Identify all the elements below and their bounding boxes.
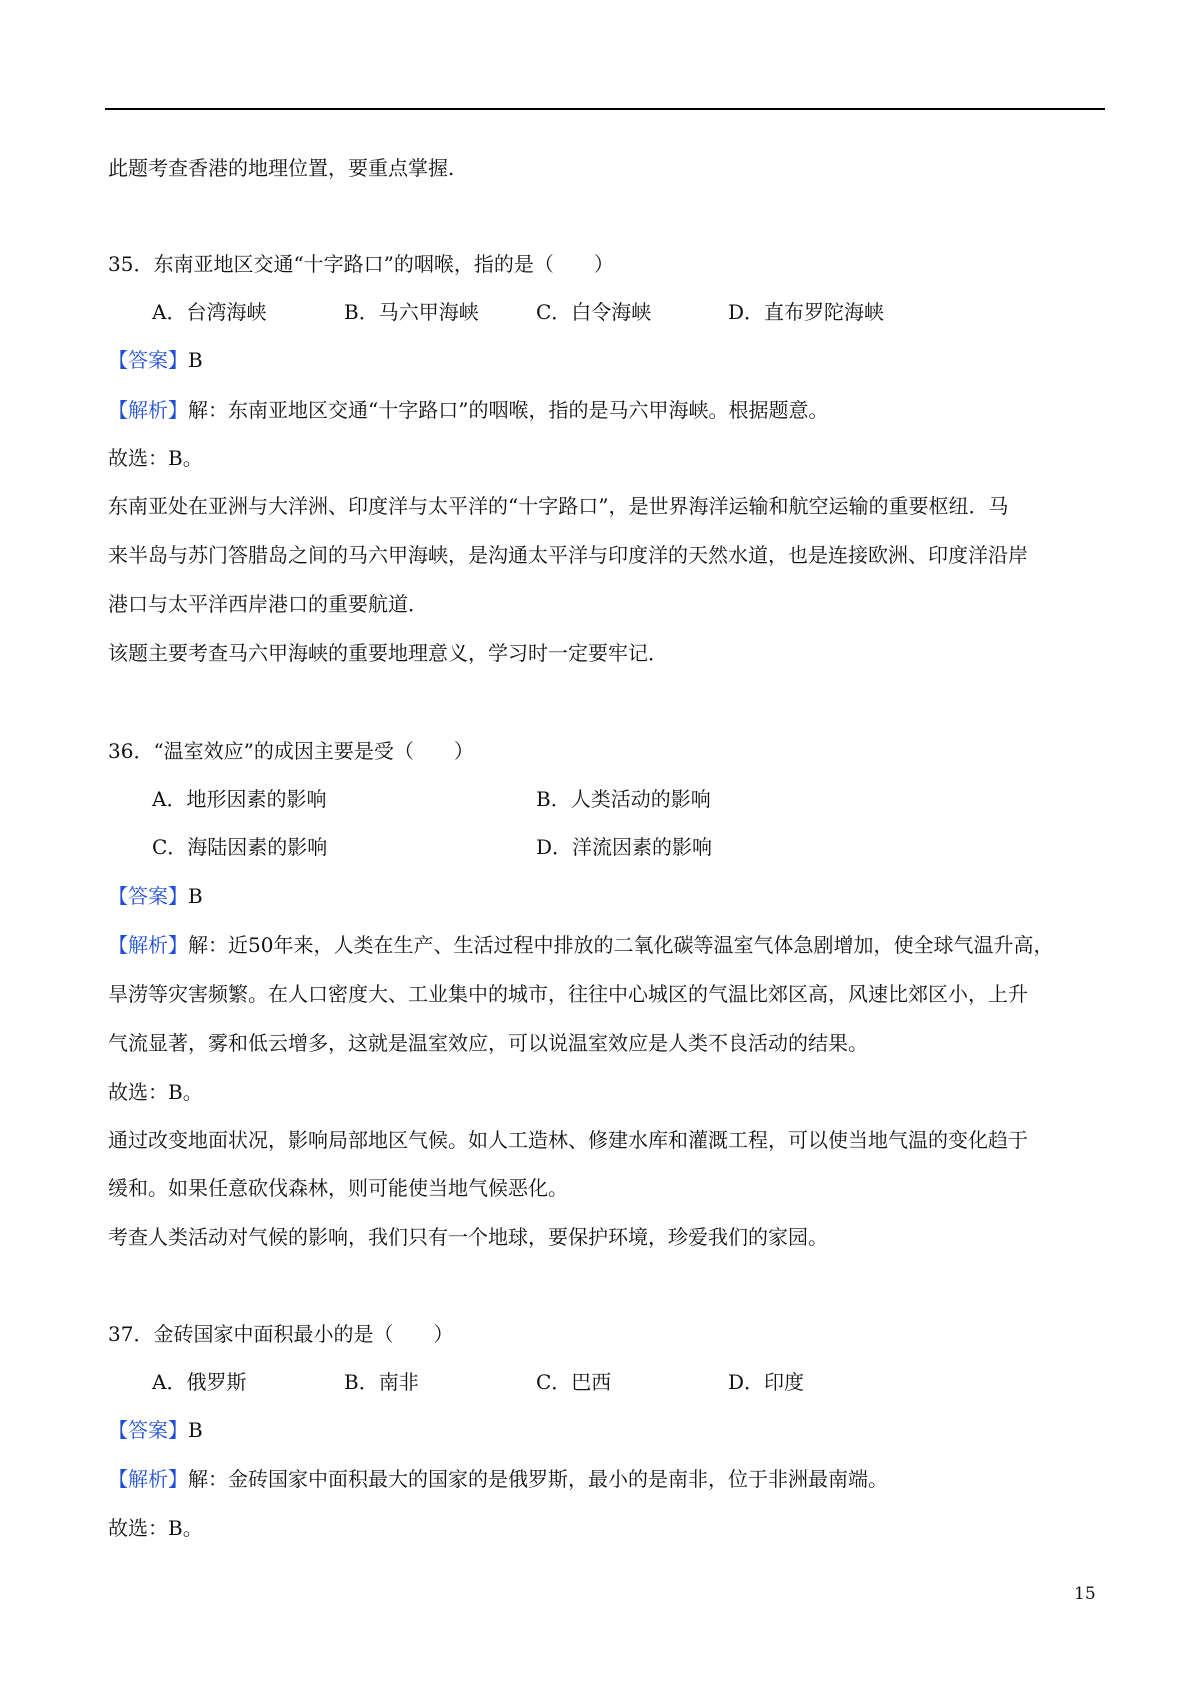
q36-option-d: D．洋流因素的影响 (536, 835, 713, 859)
q35-option-a: A．台湾海峡 (152, 300, 267, 324)
intro-note: 此题考查香港的地理位置，要重点掌握. (108, 156, 455, 180)
answer-tag: 【答案】 (108, 1418, 188, 1442)
q36-answer-line (108, 882, 203, 910)
q36-note-1: 通过改变地面状况，影响局部地区气候。如人工造林、修建水库和灌溉工程，可以使当地气温的变化趋于 (108, 1128, 1028, 1152)
q37-answer: B (188, 1418, 203, 1442)
q36-option-c: C．海陆因素的影响 (152, 835, 328, 859)
analysis-tag: 【解析】 (108, 933, 188, 957)
analysis-tag: 【解析】 (108, 398, 188, 422)
header-rule (105, 108, 1105, 110)
answer-tag: 【答案】 (108, 348, 188, 372)
q35-analysis-line (108, 396, 828, 424)
q37-stem: 37．金砖国家中面积最小的是（ ） (108, 1322, 454, 1346)
q36-note-2: 缓和。如果任意砍伐森林，则可能使当地气候恶化。 (108, 1176, 568, 1200)
q35-answer-line (108, 346, 203, 374)
page-number: 15 (1074, 1584, 1096, 1604)
q36-analysis-cont-2: 气流显著，雾和低云增多，这就是温室效应，可以说温室效应是人类不良活动的结果。 (108, 1031, 868, 1055)
q35-note-3: 港口与太平洋西岸港口的重要航道． (108, 592, 428, 616)
q36-analysis-line (108, 931, 1053, 959)
q35-choice: 故选：B。 (108, 446, 203, 470)
q37-analysis-line (108, 1465, 888, 1493)
q37-answer-line (108, 1416, 203, 1444)
q36-stem: 36．“温室效应”的成因主要是受（ ） (108, 739, 474, 763)
answer-tag: 【答案】 (108, 884, 188, 908)
q37-option-a: A．俄罗斯 (152, 1370, 247, 1394)
q35-option-b: B．马六甲海峡 (344, 300, 479, 324)
q36-option-a: A．地形因素的影响 (152, 787, 327, 811)
q36-note-3: 考查人类活动对气候的影响，我们只有一个地球，要保护环境，珍爱我们的家园。 (108, 1225, 828, 1249)
q36-analysis-cont-1: 旱涝等灾害频繁。在人口密度大、工业集中的城市，往往中心城区的气温比郊区高，风速比郊区小，上升 (108, 982, 1028, 1006)
q35-note-2: 来半岛与苏门答腊岛之间的马六甲海峡，是沟通太平洋与印度洋的天然水道，也是连接欧洲、印度洋沿岸 (108, 543, 1028, 567)
q37-option-b: B．南非 (344, 1370, 419, 1394)
q37-option-c: C．巴西 (536, 1370, 612, 1394)
q35-option-c: C．白令海峡 (536, 300, 652, 324)
q36-analysis: 解：近50年来，人类在生产、生活过程中排放的二氧化碳等温室气体急剧增加，使全球气温升高， (188, 933, 1054, 957)
q35-note-1: 东南亚处在亚洲与大洋洲、印度洋与太平洋的“十字路口”，是世界海洋运输和航空运输的重要枢纽．马 (108, 494, 1009, 518)
q36-option-b: B．人类活动的影响 (536, 787, 711, 811)
q35-answer: B (188, 348, 203, 372)
q35-option-d: D．直布罗陀海峡 (728, 300, 885, 324)
q37-analysis: 解：金砖国家中面积最大的国家的是俄罗斯，最小的是南非，位于非洲最南端。 (188, 1467, 888, 1491)
q35-note-4: 该题主要考查马六甲海峡的重要地理意义，学习时一定要牢记． (108, 641, 668, 665)
q36-choice: 故选：B。 (108, 1080, 203, 1104)
q36-answer: B (188, 884, 203, 908)
q35-stem: 35．东南亚地区交通“十字路口”的咽喉，指的是（ ） (108, 252, 614, 276)
q35-analysis: 解：东南亚地区交通“十字路口”的咽喉，指的是马六甲海峡。根据题意。 (188, 398, 829, 422)
q37-option-d: D．印度 (728, 1370, 805, 1394)
analysis-tag: 【解析】 (108, 1467, 188, 1491)
q37-choice: 故选：B。 (108, 1516, 203, 1540)
